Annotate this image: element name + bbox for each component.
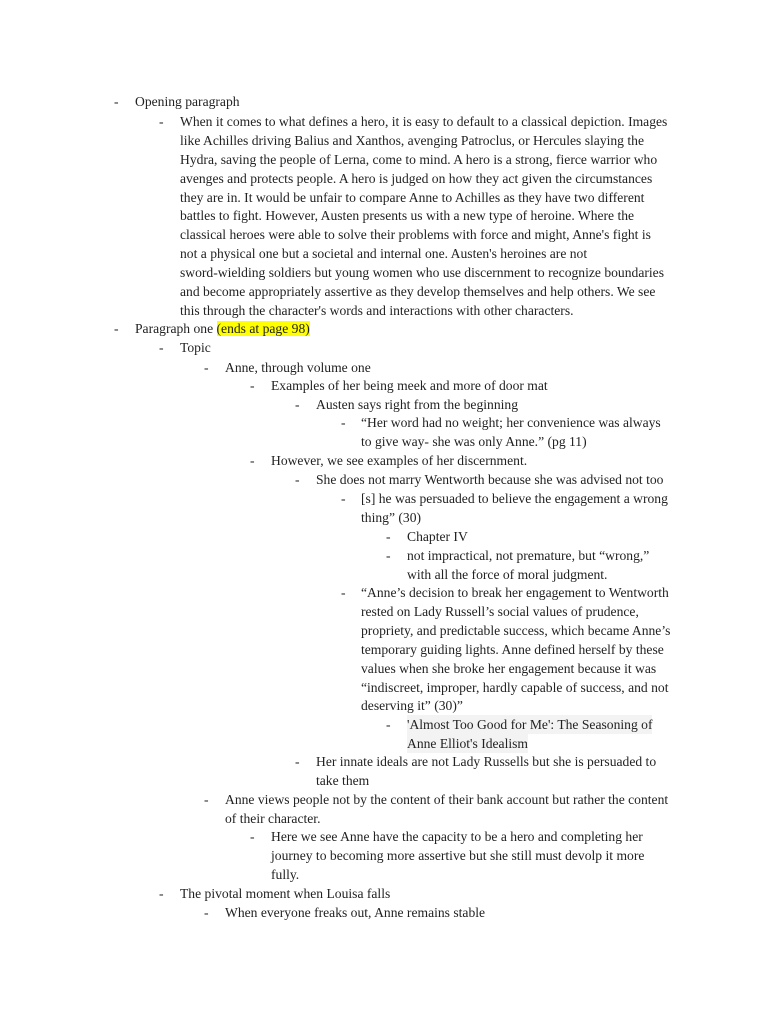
bullet-dash: - xyxy=(386,717,391,732)
bullet-dash: - xyxy=(295,472,300,487)
austen-says: Austen says right from the beginning xyxy=(316,397,518,412)
paragraph-one-heading xyxy=(135,319,310,338)
chapter-reference: Chapter IV xyxy=(407,529,468,544)
innate-ideals: Her innate ideals are not Lady Russells but she is persuaded to xyxy=(316,754,657,769)
bullet-dash: - xyxy=(159,340,164,355)
discernment-examples: However, we see examples of her discernment. xyxy=(271,453,528,468)
opening-line: this through the character's words and interactions with other characters. xyxy=(180,303,574,318)
opening-line: Hydra, saving the people of Lerna, come to mind. A hero is a strong, fierce warrior who xyxy=(180,152,658,167)
hero-capacity: fully. xyxy=(271,867,300,882)
anne-views-people: Anne views people not by the content of their bank account but rather the content xyxy=(225,792,669,807)
anne-views-people: of their character. xyxy=(225,811,321,826)
innate-ideals: take them xyxy=(316,773,370,788)
anne-remains-stable: When everyone freaks out, Anne remains stable xyxy=(225,905,486,920)
opening-heading: Opening paragraph xyxy=(135,94,240,109)
opening-line: avenges and protects people. A hero is judged on how they act given the circumstances xyxy=(180,171,653,186)
bullet-dash: - xyxy=(295,754,300,769)
not-marry-wentworth: She does not marry Wentworth because she was advised not too xyxy=(316,472,664,487)
quote-line: temporary guiding lights. Anne defined herself by these xyxy=(361,642,664,657)
opening-line: not a physical one but a societal and internal one. Austen's heroines are not xyxy=(180,246,588,261)
bullet-dash: - xyxy=(341,491,346,506)
source-title: 'Almost Too Good for Me': The Seasoning of xyxy=(407,717,653,732)
quote-line: [s] he was persuaded to believe the engagement a wrong xyxy=(361,491,668,506)
opening-line: When it comes to what defines a hero, it is easy to default to a classical depiction. Images xyxy=(180,114,668,129)
quote-line: deserving it” (30)” xyxy=(361,698,463,713)
bullet-dash: - xyxy=(386,529,391,544)
bullet-dash: - xyxy=(204,792,209,807)
quote-line: “Anne’s decision to break her engagement to Wentworth xyxy=(361,585,669,600)
bullet-dash: - xyxy=(114,94,119,109)
opening-line: battles to fight. However, Austen presents us with a new type of heroine. Where the xyxy=(180,208,635,223)
opening-line: like Achilles driving Balius and Xanthos, avenging Patroclus, or Hercules slaying the xyxy=(180,133,644,148)
note-line: with all the force of moral judgment. xyxy=(407,567,608,582)
bullet-dash: - xyxy=(295,397,300,412)
opening-line: classical heroes were able to solve their problems with force and might, Anne's fight is xyxy=(180,227,651,242)
topic-heading: Topic xyxy=(180,340,211,355)
bullet-dash: - xyxy=(250,453,255,468)
quote-line: “Her word had no weight; her convenience was always xyxy=(361,415,661,430)
note-line: not impractical, not premature, but “wrong,” xyxy=(407,548,650,563)
pivotal-moment: The pivotal moment when Louisa falls xyxy=(180,886,391,901)
bullet-dash: - xyxy=(159,114,164,129)
meek-examples: Examples of her being meek and more of door mat xyxy=(271,378,548,393)
anne-volume-one: Anne, through volume one xyxy=(225,360,371,375)
opening-line: they are in. It would be unfair to compare Anne to Achilles as they have two different xyxy=(180,190,645,205)
quote-line: rested on Lady Russell’s social values of prudence, xyxy=(361,604,639,619)
bullet-dash: - xyxy=(341,585,346,600)
bullet-dash: - xyxy=(114,321,119,336)
bullet-dash: - xyxy=(386,548,391,563)
quote-line: propriety, and predictable success, which became Anne’s xyxy=(361,623,671,638)
bullet-dash: - xyxy=(250,829,255,844)
bullet-dash: - xyxy=(204,905,209,920)
quote-line: to give way- she was only Anne.” (pg 11) xyxy=(361,434,587,449)
opening-line: and become appropriately assertive as they develop themselves and help others. We see xyxy=(180,284,656,299)
quote-line: “indiscreet, improper, hardly capable of success, and not xyxy=(361,680,669,695)
bullet-dash: - xyxy=(159,886,164,901)
quote-line: values when she broke her engagement because it was xyxy=(361,661,657,676)
hero-capacity: Here we see Anne have the capacity to be a hero and completing her xyxy=(271,829,643,844)
bullet-dash: - xyxy=(204,360,209,375)
hero-capacity: journey to becoming more assertive but she still must devolp it more xyxy=(271,848,645,863)
bullet-dash: - xyxy=(250,378,255,393)
paragraph-one-label: Paragraph one xyxy=(135,321,217,336)
source-title: Anne Elliot's Idealism xyxy=(407,736,528,751)
page-range-highlight: (ends at page 98) xyxy=(216,321,310,336)
bullet-dash: - xyxy=(341,415,346,430)
quote-line: thing” (30) xyxy=(361,510,422,525)
opening-line: sword-wielding soldiers but young women who use discernment to recognize boundaries xyxy=(180,265,664,280)
